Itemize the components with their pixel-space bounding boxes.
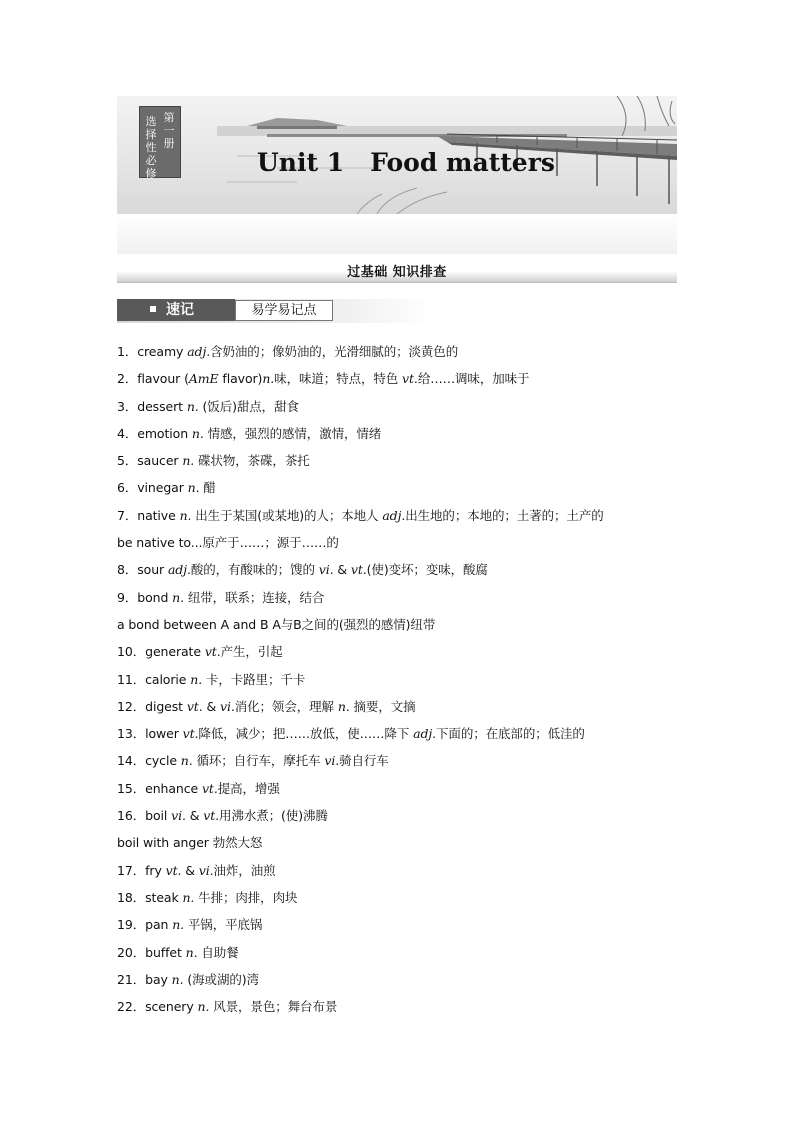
vocabulary-entry: 5．saucer n. 碟状物，茶碟，茶托 bbox=[117, 453, 310, 469]
vocabulary-entry: 18．steak n. 牛排；肉排，肉块 bbox=[117, 889, 298, 905]
vocabulary-entry: 11．calorie n. 卡，卡路里；千卡 bbox=[117, 671, 306, 687]
vocabulary-entry: boil with anger 勃然大怒 bbox=[117, 835, 263, 851]
banner-fade bbox=[117, 214, 677, 254]
speed-memo-tab bbox=[117, 299, 235, 321]
unit-name: Food matters bbox=[370, 148, 555, 177]
vocabulary-entry: 14．cycle n. 循环；自行车，摩托车 vi.骑自行车 bbox=[117, 753, 389, 769]
vocabulary-entry: be native to...原产于……；源于……的 bbox=[117, 535, 339, 551]
section-title: 过基础 知识排查 bbox=[347, 265, 447, 280]
vocabulary-entry: 1．creamy adj.含奶油的；像奶油的，光滑细腻的；淡黄色的 bbox=[117, 344, 459, 359]
vocabulary-entry: a bond between A and B A与B之间的(强烈的感情)纽带 bbox=[117, 616, 436, 632]
vocabulary-entry: 21．bay n. (海或湖的)湾 bbox=[117, 971, 259, 987]
vocabulary-entry: 13．lower vt.降低，减少；把……放低，使……降下 adj.下面的；在底部的；低洼的 bbox=[117, 726, 585, 742]
vocabulary-entry: 19．pan n. 平锅，平底锅 bbox=[117, 917, 263, 933]
vocabulary-entry: 22．scenery n. 风景，景色；舞台布景 bbox=[117, 999, 338, 1015]
book-volume-tag bbox=[139, 106, 181, 178]
vocabulary-entry: 4．emotion n. 情感，强烈的感情，激情，情绪 bbox=[117, 425, 382, 441]
book-volume-label: 第一册 bbox=[163, 111, 175, 150]
vocabulary-entry: 20．buffet n. 自助餐 bbox=[117, 944, 239, 960]
vocabulary-entry: 12．digest vt. & vi.消化；领会，理解 n. 摘要，文摘 bbox=[117, 698, 416, 714]
unit-number: Unit 1 bbox=[257, 148, 345, 177]
unit-banner bbox=[117, 96, 677, 214]
vocabulary-list bbox=[117, 338, 677, 1020]
vocabulary-entry: 6．vinegar n. 醋 bbox=[117, 480, 216, 496]
vocabulary-entry: 17．fry vt. & vi.油炸，油煎 bbox=[117, 862, 276, 878]
vocabulary-entry: 10．generate vt.产生，引起 bbox=[117, 644, 283, 660]
square-bullet-icon bbox=[150, 306, 156, 312]
speed-memo-header bbox=[117, 299, 432, 323]
book-series-label: 选择性必修 bbox=[145, 115, 157, 180]
vocabulary-entry: 3．dessert n. (饭后)甜点，甜食 bbox=[117, 398, 299, 414]
vocabulary-entry: 15．enhance vt.提高，增强 bbox=[117, 780, 280, 796]
section-header bbox=[117, 258, 677, 283]
vocabulary-entry: 9．bond n. 纽带，联系；连接，结合 bbox=[117, 589, 325, 605]
speed-memo-label: 速记 bbox=[166, 302, 194, 318]
unit-title bbox=[257, 148, 555, 177]
vocabulary-entry: 7．native n. 出生于某国(或某地)的人；本地人 adj.出生地的；本地的；土著的；土产的 bbox=[117, 507, 604, 523]
vocabulary-entry: 2．flavour (AmE flavor)n.味，味道；特点，特色 vt.给……调味，加味于 bbox=[117, 371, 530, 387]
speed-memo-sublabel: 易学易记点 bbox=[235, 300, 333, 321]
vocabulary-entry: 8．sour adj.酸的，有酸味的；馊的 vi. & vt.(使)变坏；变味，酸腐 bbox=[117, 562, 488, 578]
vocabulary-entry: 16．boil vi. & vt.用沸水煮；(使)沸腾 bbox=[117, 808, 328, 824]
